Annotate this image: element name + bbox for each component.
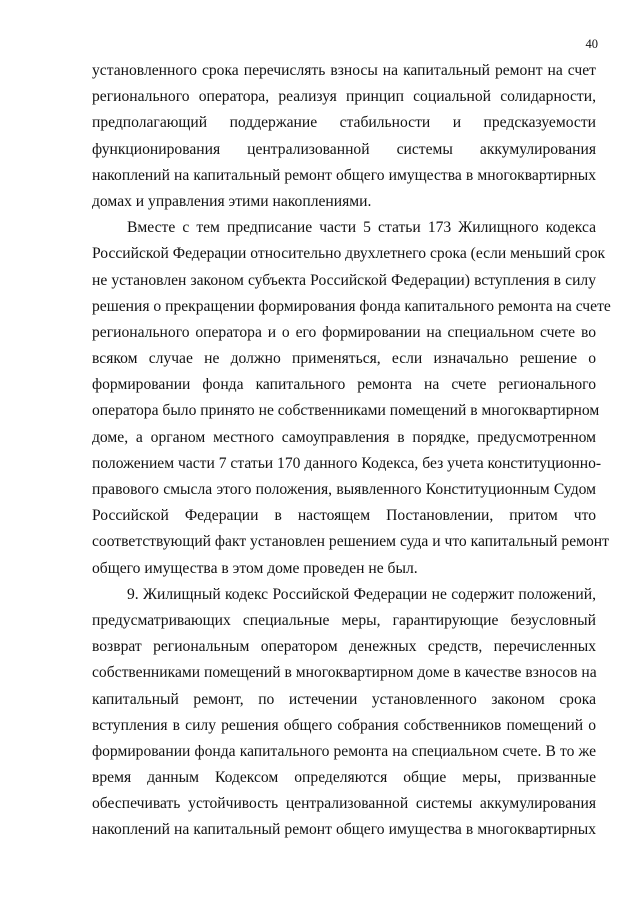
text-line: время данным Кодексом определяются общие меры, призванные (92, 769, 596, 787)
text-line: функционирования централизованной системы аккумулирования (92, 140, 596, 158)
text-line: положением части 7 статьи 170 данного Кодекса, без учета конституционно- (92, 454, 602, 472)
text-line: возврат региональным оператором денежных средств, перечисленных (92, 638, 596, 656)
text-line: установленного срока перечислять взносы на капитальный ремонт на счет (92, 62, 596, 79)
text-line: Российской Федерации в настоящем Постановлении, притом что (92, 507, 596, 525)
text-line: собственниками помещений в многоквартирном доме в качестве взносов на (92, 664, 597, 682)
text-line: обеспечивать устойчивость централизованной системы аккумулирования (92, 795, 596, 813)
paragraph-3 (92, 582, 596, 844)
body-text (92, 58, 611, 844)
text-line: не установлен законом субъекта Российской Федерации) вступления в силу (92, 271, 596, 289)
paragraph-2 (92, 215, 611, 582)
text-line: решения о прекращении формирования фонда капитального ремонта на счете (92, 297, 611, 315)
text-line: правового смысла этого положения, выявленного Конституционным Судом (92, 481, 596, 498)
paragraph-1 (92, 58, 596, 215)
text-line: общего имущества в этом доме проведен не был. (92, 559, 418, 577)
page-number: 40 (585, 37, 598, 51)
text-line: вступления в силу решения общего собрания собственников помещений о (92, 716, 596, 734)
text-line: регионального оператора, реализуя принцип социальной солидарности, (92, 88, 596, 106)
text-line: формировании фонда капитального ремонта на специальном счете. В то же (92, 742, 596, 760)
text-line: Российской Федерации относительно двухлетнего срока (если меньший срок (92, 245, 606, 263)
text-line: формировании фонда капитального ремонта на счете регионального (92, 376, 596, 394)
text-line: предусматривающих специальные меры, гарантирующие безусловный (92, 611, 596, 629)
text-line: Вместе с тем предписание части 5 статьи 173 Жилищного кодекса (127, 219, 596, 237)
text-line: доме, а органом местного самоуправления в порядке, предусмотренном (92, 428, 596, 446)
text-line: регионального оператора и о его формировании на специальном счете во (92, 323, 596, 341)
text-line: предполагающий поддержание стабильности и предсказуемости (92, 114, 596, 132)
text-line: домах и управления этими накоплениями. (92, 192, 372, 210)
text-line: капитальный ремонт, по истечении установленного законом срока (92, 690, 596, 708)
text-line: 9. Жилищный кодекс Российской Федерации не содержит положений, (127, 585, 596, 603)
text-line: соответствующий факт установлен решением суда и что капитальный ремонт (92, 533, 609, 551)
text-line: всяком случае не должно применяться, если изначально решение о (92, 350, 596, 368)
text-line: накоплений на капитальный ремонт общего имущества в многоквартирных (92, 821, 596, 839)
text-line: оператора было принято не собственниками помещений в многоквартирном (92, 402, 600, 420)
text-line: накоплений на капитальный ремонт общего имущества в многоквартирных (92, 166, 596, 184)
